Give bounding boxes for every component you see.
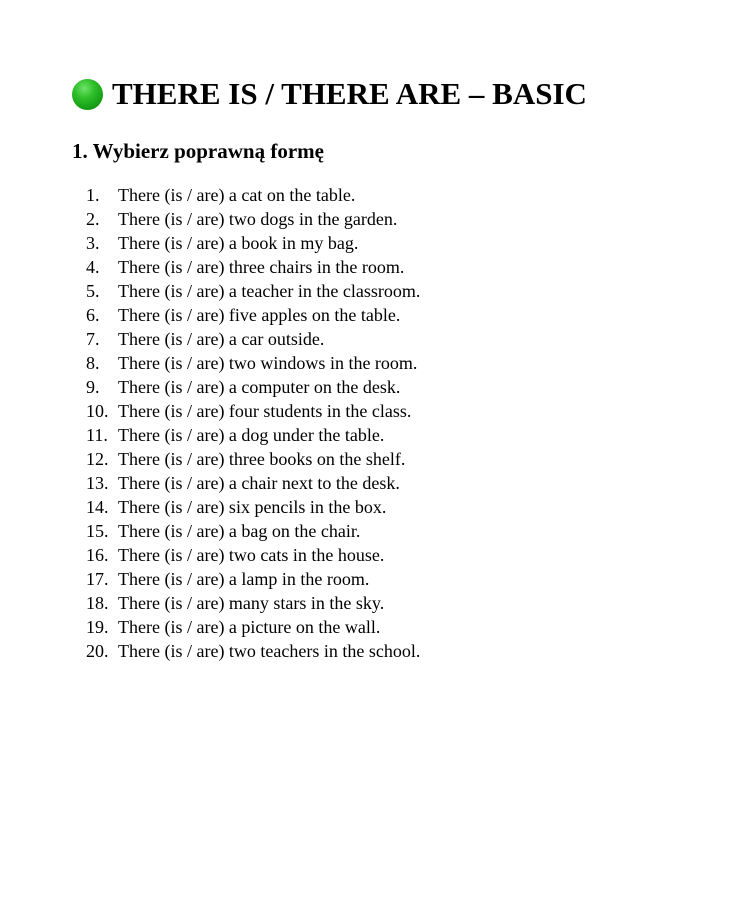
- item-text: There (is / are) a teacher in the classroom.: [118, 281, 421, 301]
- item-number: 16.: [86, 545, 109, 565]
- item-number: 12.: [86, 449, 109, 469]
- list-item: [72, 423, 420, 447]
- section-heading: 1. Wybierz poprawną formę: [72, 139, 324, 163]
- list-item: [72, 231, 420, 255]
- item-number: 18.: [86, 593, 109, 613]
- item-number: 3.: [86, 233, 100, 253]
- list-item: [72, 471, 420, 495]
- list-item: [72, 375, 420, 399]
- item-text: There (is / are) a computer on the desk.: [118, 377, 401, 397]
- item-text: There (is / are) a lamp in the room.: [118, 569, 370, 589]
- item-text: There (is / are) a picture on the wall.: [118, 617, 381, 637]
- item-number: 6.: [86, 305, 100, 325]
- list-item: [72, 519, 420, 543]
- item-number: 1.: [86, 185, 100, 205]
- item-text: There (is / are) a car outside.: [118, 329, 325, 349]
- item-text: There (is / are) many stars in the sky.: [118, 593, 385, 613]
- item-text: There (is / are) five apples on the table.: [118, 305, 401, 325]
- list-item: [72, 543, 420, 567]
- list-item: [72, 327, 420, 351]
- list-item: [72, 447, 420, 471]
- item-number: 19.: [86, 617, 109, 637]
- list-item: [72, 279, 420, 303]
- item-text: There (is / are) a dog under the table.: [118, 425, 385, 445]
- green-circle-icon: [72, 79, 103, 110]
- item-number: 10.: [86, 401, 109, 421]
- item-number: 11.: [86, 425, 108, 445]
- item-text: There (is / are) two teachers in the school.: [118, 641, 421, 661]
- item-text: There (is / are) a chair next to the desk.: [118, 473, 400, 493]
- list-item: [72, 495, 420, 519]
- item-number: 14.: [86, 497, 109, 517]
- exercise-list: [72, 183, 420, 663]
- item-text: There (is / are) six pencils in the box.: [118, 497, 387, 517]
- item-text: There (is / are) a cat on the table.: [118, 185, 356, 205]
- item-text: There (is / are) two dogs in the garden.: [118, 209, 398, 229]
- list-item: [72, 399, 420, 423]
- list-item: [72, 351, 420, 375]
- list-item: [72, 567, 420, 591]
- item-number: 15.: [86, 521, 109, 541]
- item-number: 2.: [86, 209, 100, 229]
- list-item: [72, 207, 420, 231]
- item-number: 4.: [86, 257, 100, 277]
- item-number: 5.: [86, 281, 100, 301]
- page-title: [72, 76, 587, 112]
- list-item: [72, 639, 420, 663]
- item-text: There (is / are) a book in my bag.: [118, 233, 359, 253]
- item-text: There (is / are) a bag on the chair.: [118, 521, 361, 541]
- page-title-text: THERE IS / THERE ARE – BASIC: [112, 76, 587, 111]
- item-text: There (is / are) three chairs in the room.: [118, 257, 405, 277]
- list-item: [72, 303, 420, 327]
- item-number: 7.: [86, 329, 100, 349]
- item-number: 9.: [86, 377, 100, 397]
- list-item: [72, 255, 420, 279]
- item-number: 13.: [86, 473, 109, 493]
- item-text: There (is / are) two windows in the room.: [118, 353, 418, 373]
- item-text: There (is / are) three books on the shelf.: [118, 449, 406, 469]
- item-number: 20.: [86, 641, 109, 661]
- item-text: There (is / are) four students in the class.: [118, 401, 412, 421]
- list-item: [72, 183, 420, 207]
- item-text: There (is / are) two cats in the house.: [118, 545, 385, 565]
- list-item: [72, 591, 420, 615]
- item-number: 17.: [86, 569, 109, 589]
- item-number: 8.: [86, 353, 100, 373]
- list-item: [72, 615, 420, 639]
